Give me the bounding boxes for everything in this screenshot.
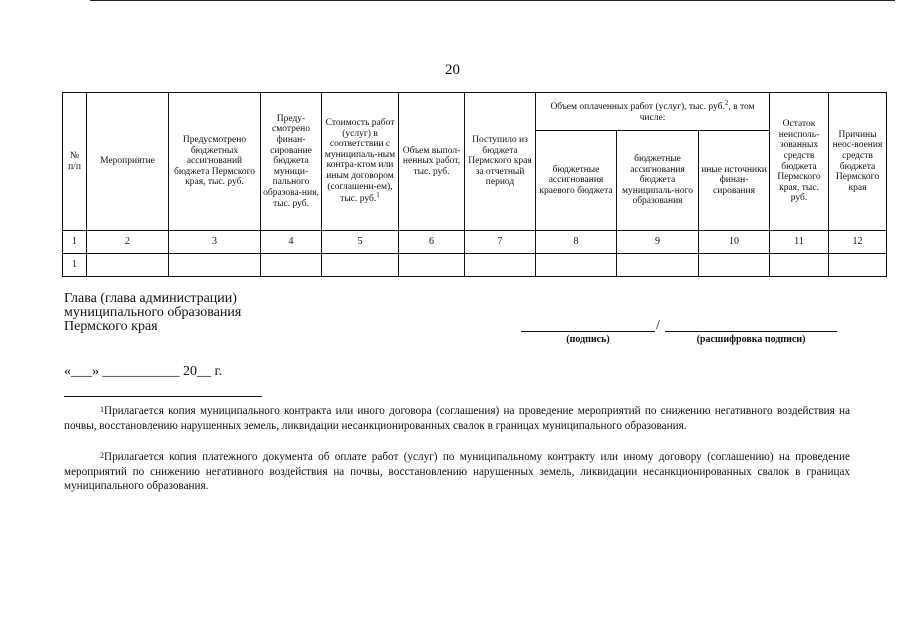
signature-line: [521, 331, 655, 332]
column-number-cell: 5: [322, 231, 399, 254]
header-other-sources: иные источники финан-сирования: [699, 131, 770, 231]
column-number-cell: 7: [465, 231, 536, 254]
column-number-cell: 10: [699, 231, 770, 254]
column-number-cell: 4: [261, 231, 322, 254]
table-row: [63, 254, 887, 277]
signature-slash: /: [656, 318, 660, 333]
table-cell: [87, 254, 169, 277]
header-unused-balance: Остаток неисполь-зованных средств бюджета Пермского края, тыс. руб.: [770, 93, 829, 231]
header-planned-regional: Предусмотрено бюджетных ассигнований бюджета Пермского края, тыс. руб.: [169, 93, 261, 231]
table-cell: [829, 254, 887, 277]
date-line: «___» ___________ 20__ г.: [64, 364, 223, 379]
signature-decoding-caption: (расшифровка подписи): [696, 334, 806, 345]
page-number: 20: [445, 62, 460, 78]
signature-decoding-line: [665, 331, 837, 332]
column-number-cell: 6: [399, 231, 465, 254]
signatory-line-1: Глава (глава администрации): [64, 291, 237, 306]
signature-caption: (подпись): [566, 334, 610, 345]
column-number-row: [63, 231, 887, 254]
signatory-title: [64, 292, 241, 334]
column-number-cell: 8: [536, 231, 617, 254]
footnote-2: [64, 450, 850, 494]
header-contract-cost: Стоимость работ (услуг) в соответствии с муниципаль-ным контра-ктом или иным договором (соглашени-ем), тыс. руб.$^1$: [322, 93, 399, 231]
table-cell: [536, 254, 617, 277]
column-number-cell: 9: [617, 231, 699, 254]
header-reasons: Причины неос-воения средств бюджета Пермского края: [829, 93, 887, 231]
footnote-separator: [64, 396, 262, 397]
table-cell: [399, 254, 465, 277]
header-received: Поступило из бюджета Пермского края за отчетный период: [465, 93, 536, 231]
footnote-mark: 1: [100, 405, 104, 414]
footnote-1: [64, 404, 850, 433]
table-header-row: [63, 93, 887, 131]
header-number: № п/п: [63, 93, 87, 231]
table-cell: [465, 254, 536, 277]
table-cell: [770, 254, 829, 277]
column-number-cell: 2: [87, 231, 169, 254]
top-border-line: [90, 0, 895, 1]
signatory-line-3: Пермского края: [64, 319, 158, 334]
report-table: [62, 92, 887, 277]
column-number-cell: 3: [169, 231, 261, 254]
table-cell: [617, 254, 699, 277]
column-number-cell: 1: [63, 231, 87, 254]
footnote-text: Прилагается копия платежного документа об оплате работ (услуг) по муниципальному контракту или иному договору (соглашению) на проведение мероприятий по снижению негативного воздействия на почвы, восстановлению нарушенных земель, ликвидации несанкционированных свалок в границах муниципального образования.: [64, 451, 850, 492]
column-number-cell: 11: [770, 231, 829, 254]
footnote-mark: 2: [100, 451, 104, 460]
table-cell: [169, 254, 261, 277]
footnote-text: Прилагается копия муниципального контракта или иного договора (соглашения) на проведение мероприятий по снижению негативного воздействия на почвы, восстановлению нарушенных земель, ликвидации несанкционированных свалок в границах муниципального образования.: [64, 405, 850, 432]
header-planned-municipal: Преду-смотрено финан-сирование бюджета муници-пального образова-ния, тыс. руб.: [261, 93, 322, 231]
header-regional-budget: бюджетные ассигнования краевого бюджета: [536, 131, 617, 231]
signatory-line-2: муниципального образования: [64, 305, 242, 320]
header-paid-group: Объем оплаченных работ (услуг), тыс. руб.$^2$, в том числе:: [536, 93, 770, 131]
table-cell: [699, 254, 770, 277]
header-municipal-budget: бюджетные ассигнования бюджета муниципаль-ного образования: [617, 131, 699, 231]
table-cell: [261, 254, 322, 277]
table-cell: [322, 254, 399, 277]
row-number-cell: 1: [63, 254, 87, 277]
column-number-cell: 12: [829, 231, 887, 254]
header-work-volume: Объем выпол-ненных работ, тыс. руб.: [399, 93, 465, 231]
header-event: Мероприятие: [87, 93, 169, 231]
